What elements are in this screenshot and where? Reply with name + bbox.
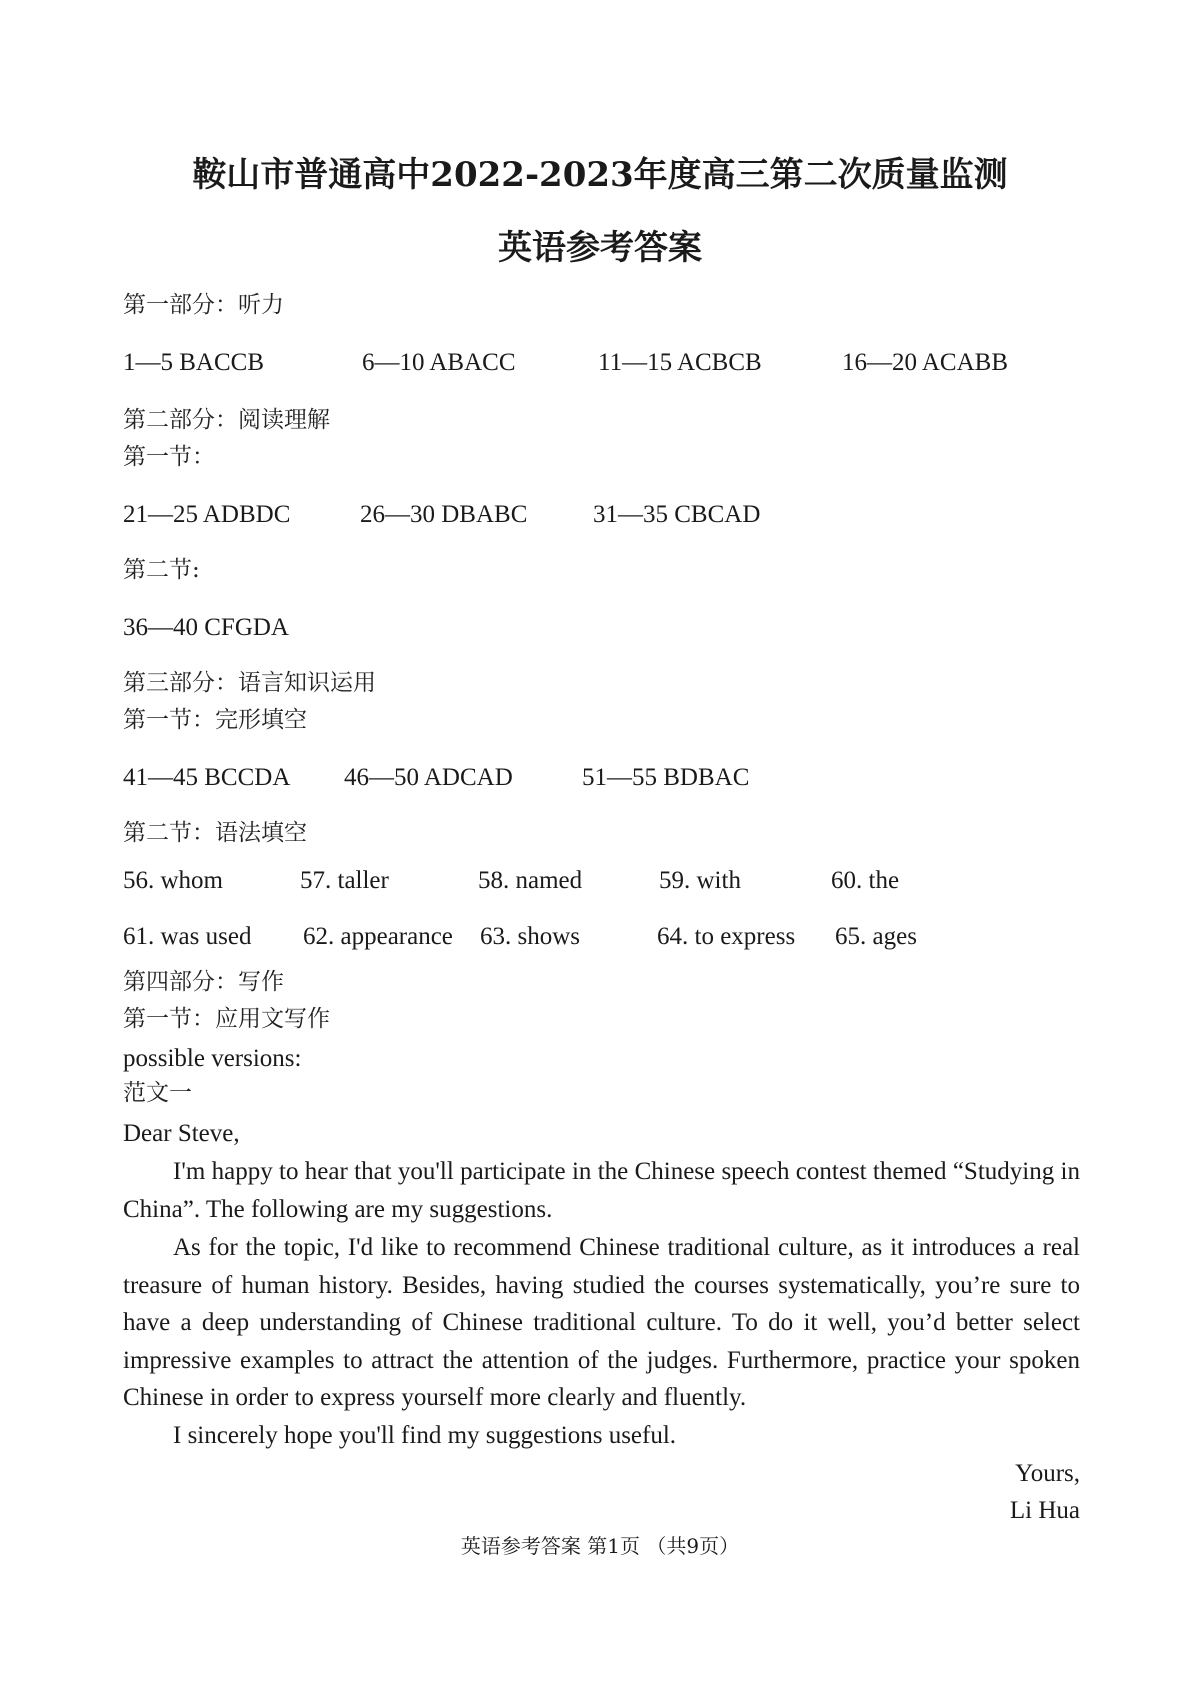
grammar-answer: 58. named [478,867,583,894]
version-label: 范文一 [123,1080,192,1106]
versions-label: possible versions: [123,1045,302,1072]
part3-heading: 第三部分：语言知识运用 [123,670,376,696]
part3-section1-answer-group: 51—55 BDBAC [582,764,750,791]
part4-section1-heading: 第一节：应用文写作 [123,1006,330,1032]
part2-section1-answer-group: 31—35 CBCAD [593,501,761,528]
grammar-answer: 59. with [659,867,741,894]
part3-section1-heading: 第一节：完形填空 [123,707,307,733]
letter-signature: Li Hua [1009,1497,1080,1524]
part2-section1-heading: 第一节： [123,444,215,470]
grammar-answer: 62. appearance [303,923,453,950]
part2-section1-answer-group: 26—30 DBABC [360,501,528,528]
part2-section2-answer-group: 36—40 CFGDA [123,614,289,641]
letter-paragraph: I'm happy to hear that you'll participate in the Chinese speech contest themed “Studying in China”. The following are my suggestions. [123,1158,1080,1223]
letter-salutation: Dear Steve, [123,1120,240,1147]
part3-section1-answer-group: 46—50 ADCAD [344,764,513,791]
grammar-answer: 56. whom [123,867,223,894]
letter-paragraph: As for the topic, I'd like to recommend Chinese traditional culture, as it introduces a real treasure of human history. Besides, having studied the courses systematically, you’re sure to have a deep understanding of Chinese traditional culture. To do it well, you’d better select impressive examples to attract the attention of the judges. Furthermore, practice your spoken Chinese in order to express yourself more clearly and fluently. [123,1234,1080,1412]
part1-answer-group: 11—15 ACBCB [598,349,762,376]
part1-heading: 第一部分：听力 [123,292,284,318]
grammar-answer: 61. was used [123,923,252,950]
grammar-answer: 64. to express [657,923,796,950]
grammar-answer: 65. ages [835,923,917,950]
part2-section1-answer-group: 21—25 ADBDC [123,501,291,528]
page-title: 鞍山市普通高中2022-2023年度高三第二次质量监测 [192,155,1008,195]
grammar-answer: 57. taller [300,867,389,894]
letter-closing: Yours, [1015,1460,1080,1487]
part2-heading: 第二部分：阅读理解 [123,407,330,433]
part2-section2-heading: 第二节: [123,557,200,583]
part1-answer-group: 6—10 ABACC [362,349,516,376]
grammar-answer: 60. the [831,867,900,894]
page-subtitle: 英语参考答案 [498,228,702,268]
grammar-answer: 63. shows [480,923,581,950]
page-footer: 英语参考答案 第1页 （共9页） [460,1534,740,1558]
part3-section2-heading: 第二节：语法填空 [123,820,307,846]
part3-section1-answer-group: 41—45 BCCDA [123,764,291,791]
part4-heading: 第四部分：写作 [123,969,284,995]
part1-answer-group: 16—20 ACABB [842,349,1009,376]
letter-paragraph: I sincerely hope you'll find my suggestions useful. [173,1422,677,1449]
part1-answer-group: 1—5 BACCB [123,349,265,376]
